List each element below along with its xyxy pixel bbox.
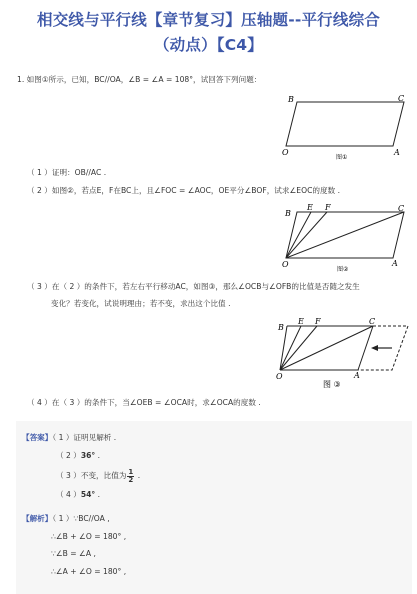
fig2-line-OE (286, 212, 311, 258)
fig2-label-O: O (282, 260, 289, 269)
question-part-2: （ 2 ）如图②，若点E，F在BC上，且∠FOC = ∠AOC，OE平分∠BOF，试求∠EOC的度数 . (27, 186, 340, 195)
question-part-4: （ 4 ）在（ 3 ）的条件下，当∠OEB = ∠OCA时，求∠OCA的度数 . (27, 398, 261, 407)
fig1-label-A: A (394, 148, 400, 157)
answer-line-2 (56, 450, 100, 461)
question-part-3-line-2: 变化？若变化，试说明理由；若不变，求出这个比值 . (51, 299, 231, 308)
question-intro: 1. 如图①所示，已知，BC//OA，∠B = ∠A = 108°，试回答下列问题： (17, 75, 262, 84)
answer-label: 【答案】 (22, 433, 53, 442)
fig2-caption: 图② (337, 266, 349, 273)
answer-4-value: 54° (80, 490, 96, 499)
fig3-label-A: A (354, 371, 360, 380)
figure-2 (280, 200, 410, 276)
fig3-label-E: E (298, 317, 304, 326)
fig3-label-F: F (315, 317, 321, 326)
analysis-line-1 (22, 513, 110, 524)
answer-3-denominator: 2 (128, 475, 134, 484)
analysis-label: 【解析】 (22, 514, 53, 523)
answer-2-value: 36° (80, 451, 96, 460)
answer-3-prefix: （ 3 ）不变，比值为 (56, 471, 127, 480)
fig1-label-B: B (288, 95, 294, 104)
answer-3-numerator: 1 (128, 467, 134, 476)
answer-1-text: （ 1 ）证明见解析 . (52, 433, 117, 442)
page-title-line-2: （动点）【C4】 (153, 36, 263, 54)
fig2-label-C: C (398, 204, 405, 213)
fig3-line-AC (358, 326, 373, 370)
fig3-line-OC (280, 326, 373, 370)
answer-line-1 (22, 432, 116, 443)
answer-3-suffix: . (135, 471, 141, 480)
question-part-3-line-1: （ 3 ）在（ 2 ）的条件下，若左右平行移动AC，如图③，那么∠OCB与∠OFB的比值是否随之发生 (27, 282, 360, 291)
fig2-label-A: A (392, 259, 398, 268)
answer-2-suffix: . (95, 451, 101, 460)
fig1-label-C: C (398, 94, 405, 103)
answer-3-fraction (127, 469, 134, 484)
analysis-1-text: （ 1 ）∵BC//OA , (52, 514, 110, 523)
fig3-label-C: C (369, 317, 376, 326)
fig3-label-O: O (276, 372, 283, 381)
analysis-line-2: ∴∠B + ∠O = 180° , (51, 532, 127, 541)
answer-4-prefix: （ 4 ） (56, 490, 81, 499)
analysis-line-4: ∴∠A + ∠O = 180° , (51, 567, 127, 576)
fig3-move-arrowhead (371, 345, 378, 351)
answer-line-3 (56, 468, 140, 484)
fig2-line-OF (286, 212, 327, 258)
fig2-label-F: F (325, 203, 331, 212)
fig1-parallelogram (286, 102, 404, 146)
page-title-line-1: 相交线与平行线【章节复习】压轴题--平行线综合 (37, 11, 380, 29)
fig1-label-O: O (282, 148, 289, 157)
answer-2-prefix: （ 2 ） (56, 451, 81, 460)
question-part-1: （ 1 ）证明：OB//AC . (27, 168, 107, 177)
fig3-caption: 图 ③ (323, 380, 341, 389)
answer-line-4 (56, 489, 100, 500)
fig2-label-B: B (285, 209, 291, 218)
analysis-line-3: ∵∠B = ∠A , (51, 549, 96, 558)
figure-1 (280, 92, 410, 164)
answer-panel (16, 421, 412, 594)
figure-3 (270, 314, 412, 392)
answer-4-suffix: . (95, 490, 101, 499)
fig3-label-B: B (278, 323, 284, 332)
fig1-caption: 图① (336, 154, 348, 161)
fig2-line-OC (286, 212, 404, 258)
fig2-label-E: E (307, 203, 313, 212)
